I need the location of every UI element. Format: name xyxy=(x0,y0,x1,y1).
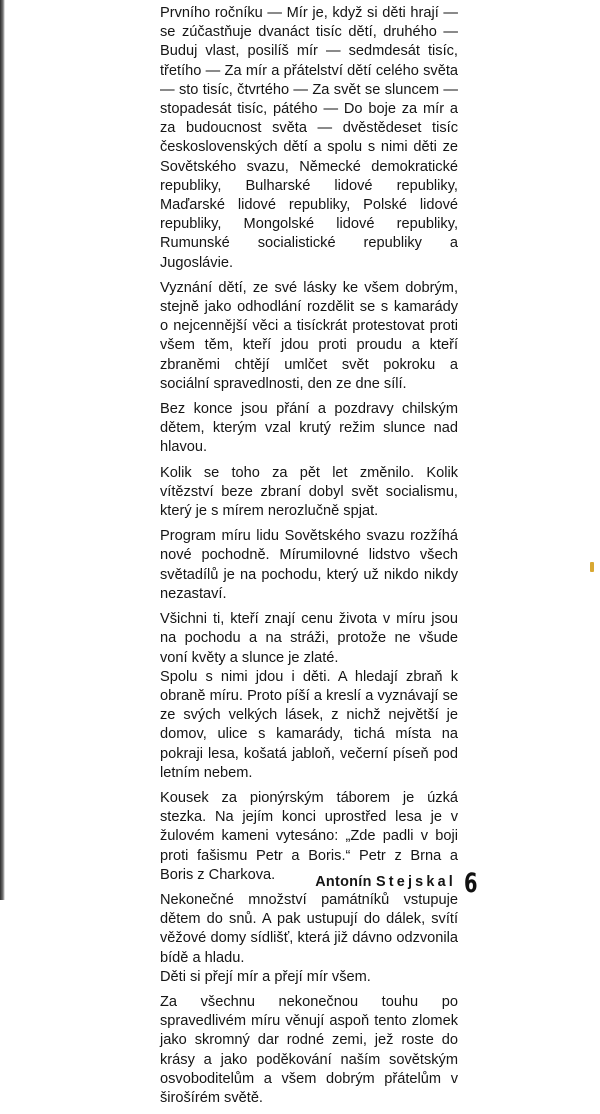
author-signature xyxy=(296,874,456,890)
paragraph-6: Všichni ti, kteří znají cenu života v míru jsou na pochodu a na stráži, protože ne všude voní květy a slunce je zlaté. xyxy=(160,611,458,666)
author-first-name: Antonín xyxy=(315,874,372,890)
paragraph-7: Spolu s nimi jdou i děti. A hledají zbraň k obraně míru. Proto píší a kreslí a vyznávají se ze svých velkých lásek, z nichž největší je domov, ulice s kamarády, tichá místa na pokraji lesa, košatá jabloň, večerní píseň pod letním nebem. xyxy=(160,668,458,781)
page-edge-shadow xyxy=(0,0,5,900)
paragraph-8: Kousek za pionýrským táborem je úzká stezka. Na jejím konci uprostřed lesa je v žulovém kameni vytesáno: „Zde padli v boji proti fašismu Petr a Boris.“ Petr z Brna a Boris z Charkova. xyxy=(160,789,458,883)
page-number: 6 xyxy=(464,868,478,899)
paragraph-10: Děti si přejí mír a přejí mír všem. xyxy=(160,968,371,985)
paragraph-2: Vyznání dětí, ze své lásky ke všem dobrým, stejně jako odhodlání rozdělit se s kamarády o nejcennější věci a tisíckrát protestovat proti všem těm, kteří jdou proti proudu a kteří zbraněmi chtějí umlčet svět pokroku a sociální spravedlnosti, den ze dne sílí. xyxy=(160,279,458,392)
paragraph-4: Kolik se toho za pět let změnilo. Kolik vítězství beze zbraní dobyl svět socialismu, který je s mírem nerozlučně spjat. xyxy=(160,464,458,520)
scan-mark xyxy=(590,562,594,572)
article-text xyxy=(160,4,458,1114)
paragraph-5: Program míru lidu Sovětského svazu rozžíhá nové pochodně. Mírumilovné lidstvo všech světadílů je na pochodu, který už nikdo nikdy nezastaví. xyxy=(160,528,458,602)
author-last-name: Stejskal xyxy=(375,874,456,890)
paragraph-1: Prvního ročníku — Mír je, když si děti hrají — se zúčastňuje dvanáct tisíc dětí, druhého — Buduj vlast, posilíš mír — sedmdesát tisíc, třetího — Za mír a přátelství dětí celého světa — sto tisíc, čtvrtého — Za svět se sluncem — stopadesát tisíc, pátého — Do boje za mír a za budoucnost světa — dvěstědeset tisíc československých dětí a spolu s nimi děti ze Sovětského svazu, Německé demokratické republiky, Bulharské lidové republiky, Maďarské lidové republiky, Polské lidové republiky, Mongolské lidové republiky, Rumunské socialistické republiky a Jugoslávie. xyxy=(160,5,458,271)
paragraph-9: Nekonečné množství památníků vstupuje dětem do snů. A pak ustupují do dálek, svítí věžové domy sídlišť, která již dávno odzvonila bídě a hladu. xyxy=(160,891,458,966)
paragraph-11: Za všechnu nekonečnou touhu po spravedlivém míru věnují aspoň tento zlomek jako skromný dar rodné zemi, jež roste do krásy a jako poděkování naším sovětským osvoboditelům a všem dobrým přátelům v širošírém světě. xyxy=(160,993,458,1106)
paragraph-3: Bez konce jsou přání a pozdravy chilským dětem, kterým vzal krutý režim slunce nad hlavou. xyxy=(160,401,458,456)
